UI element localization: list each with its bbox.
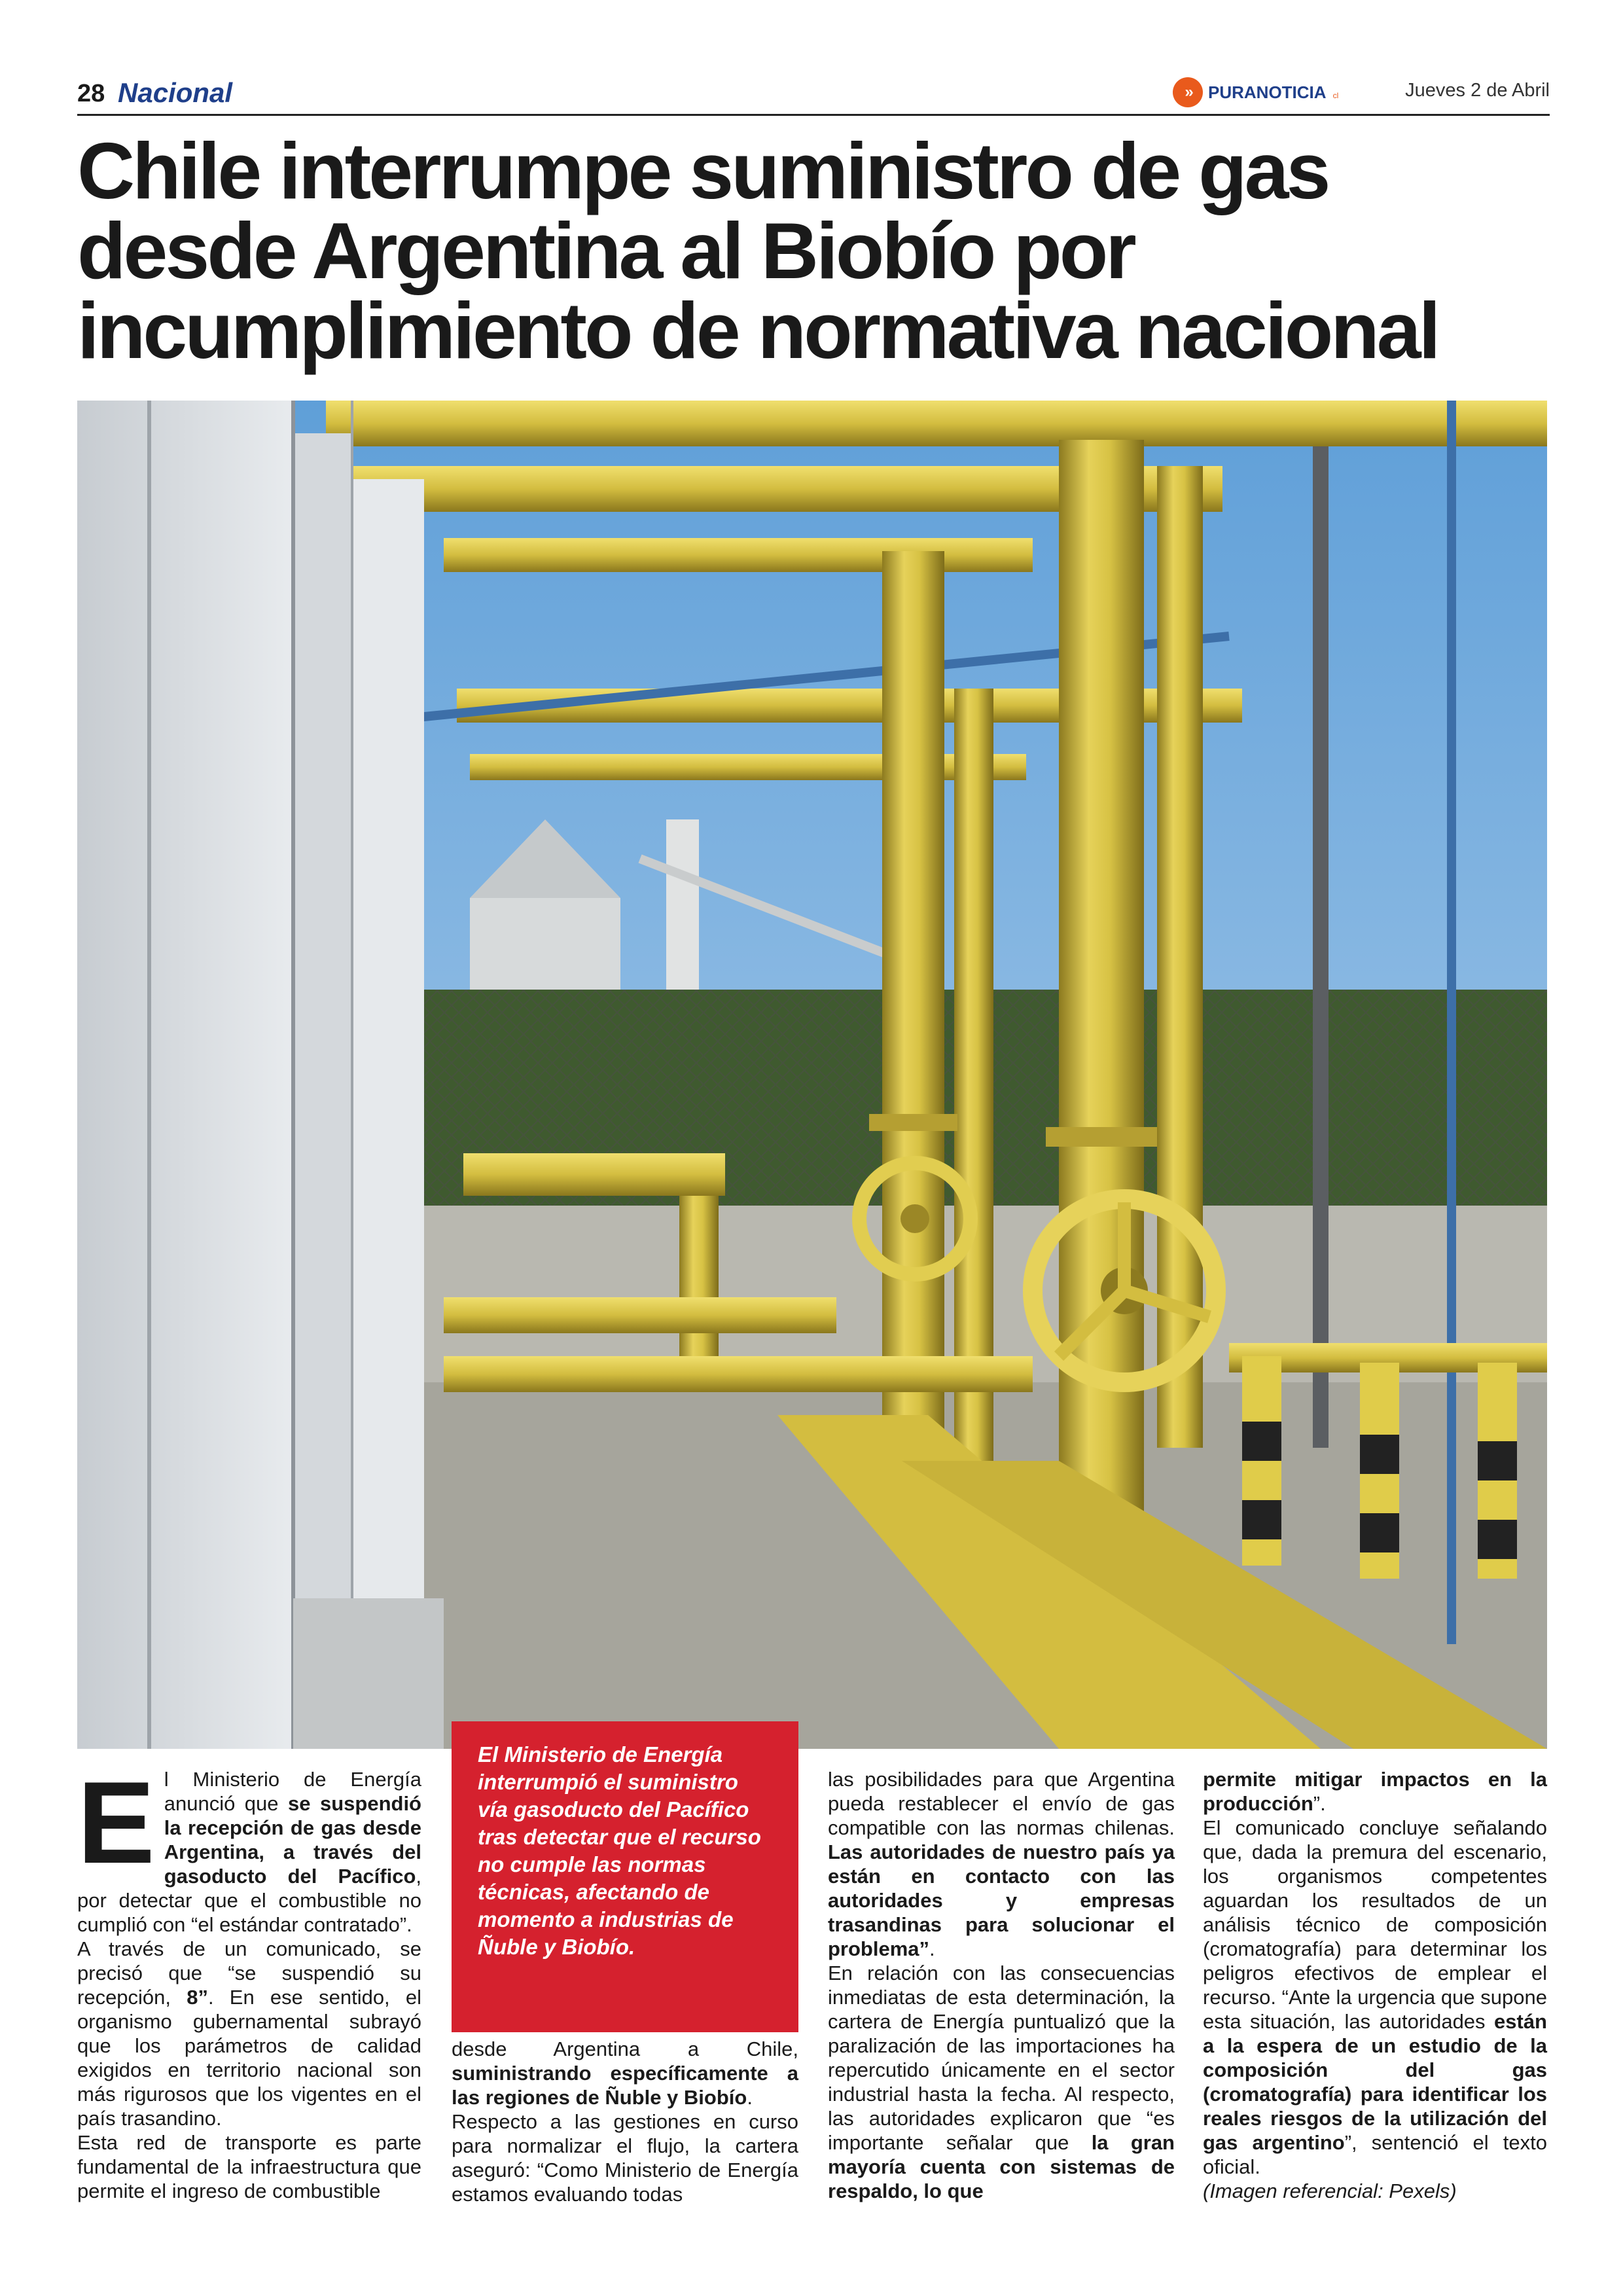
article-headline: Chile interrumpe suministro de gas desde Argentina al Biobío por incumplimiento de normativa nacional <box>77 126 1438 375</box>
paragraph: Respecto a las gestiones en curso para normalizar el flujo, la cartera aseguró: “Como Ministerio de Energía estamos evaluando todas <box>452 2110 798 2206</box>
article-photo <box>77 401 1547 1749</box>
image-credit: (Imagen referencial: Pexels) <box>1203 2179 1457 2202</box>
article-column-2 <box>452 2037 798 2206</box>
pull-quote <box>452 1721 798 2032</box>
text-run: A través de un comunicado, se precisó que “se suspendió su recepción, <box>77 1937 421 2009</box>
logo-suffix: cl <box>1332 91 1339 100</box>
issue-date: Jueves 2 de Abril <box>1405 80 1550 101</box>
bold-run: la gran mayoría cuenta con sistemas de respaldo, lo que <box>828 2131 1175 2202</box>
article-column-4 <box>1203 1767 1547 2203</box>
text-run: El comunicado concluye señalando que, dada la premura del escenario, los organismos competentes aguardan los resultados de un análisis técnico de composición (cromatografía) para determinar los peligros efectivos de emplear el recurso. “Ante la urgencia que supone esta situación, las autoridades <box>1203 1816 1547 2033</box>
logo-text: PURANOTICIA <box>1208 82 1327 102</box>
paragraph: Esta red de transporte es parte fundamental de la infraestructura que permite el ingreso de combustible <box>77 2131 421 2202</box>
paragraph <box>828 1767 1175 1961</box>
bold-run: Las autoridades de nuestro país ya están en contacto con las autoridades y empresas trasandinas para solucionar el problema” <box>828 1840 1175 1960</box>
text-run: . En ese sentido, el organismo gubernamental subrayó que los parámetros de calidad exigidos en territorio nacional son más rigurosos que los vigentes en el país trasandino. <box>77 1986 422 2130</box>
text-run: ”. <box>1313 1792 1326 1815</box>
bold-run: suministrando específicamente a las regiones de Ñuble y Biobío <box>452 2062 798 2109</box>
text-run: ”, sentenció el texto oficial. <box>1203 2131 1547 2178</box>
page-number: 28 <box>77 80 105 107</box>
bold-run: 8” <box>187 1986 208 2009</box>
publication-logo <box>1173 77 1338 107</box>
paragraph <box>77 1937 421 2130</box>
text-run: , por detectar que el combustible no cumplió con “el estándar contratado”. <box>77 1865 421 1936</box>
bold-run: permite mitigar impactos en la producción <box>1203 1768 1547 1815</box>
paragraph <box>1203 1767 1547 1816</box>
article-column-1 <box>77 1757 422 2203</box>
text-run: En relación con las consecuencias inmediatas de esta determinación, la cartera de Energía puntualizó que la paralización de las importaciones ha repercutido únicamente en el sector industrial hasta la fecha. Al respecto, las autoridades explicaron que “es importante señalar que <box>828 1962 1175 2154</box>
paragraph <box>828 1961 1175 2203</box>
text-run: . <box>747 2086 753 2109</box>
paragraph <box>1203 1816 1547 2179</box>
text-run: l Ministerio de Energía anunció que <box>164 1768 421 1815</box>
logo-chevron-icon: » <box>1173 77 1203 107</box>
bold-run: están a la espera de un estudio de la composición del gas (cromatografía) para identificar los reales riesgos de la utilización del gas argentino <box>1203 2010 1547 2154</box>
text-run: las posibilidades para que Argentina pueda restablecer el envío de gas compatible con las normas chilenas. <box>828 1768 1175 1839</box>
text-run: . <box>929 1937 935 1960</box>
text-run: desde Argentina a Chile, <box>452 2037 798 2060</box>
article-column-3 <box>828 1767 1175 2203</box>
paragraph <box>452 2037 798 2109</box>
pull-quote-text: El Ministerio de Energía interrumpió el suministro vía gasoducto del Pacífico tras detectar que el recurso no cumple las normas técnicas, afectando de momento a industrias de Ñuble y Biobío. <box>478 1742 761 1959</box>
section-name: Nacional <box>118 77 233 108</box>
header-divider <box>77 114 1550 116</box>
bold-run: se suspendió la recepción de gas desde Argentina, a través del gasoducto del Pacífico <box>164 1792 421 1888</box>
drop-cap: E <box>77 1757 155 1888</box>
